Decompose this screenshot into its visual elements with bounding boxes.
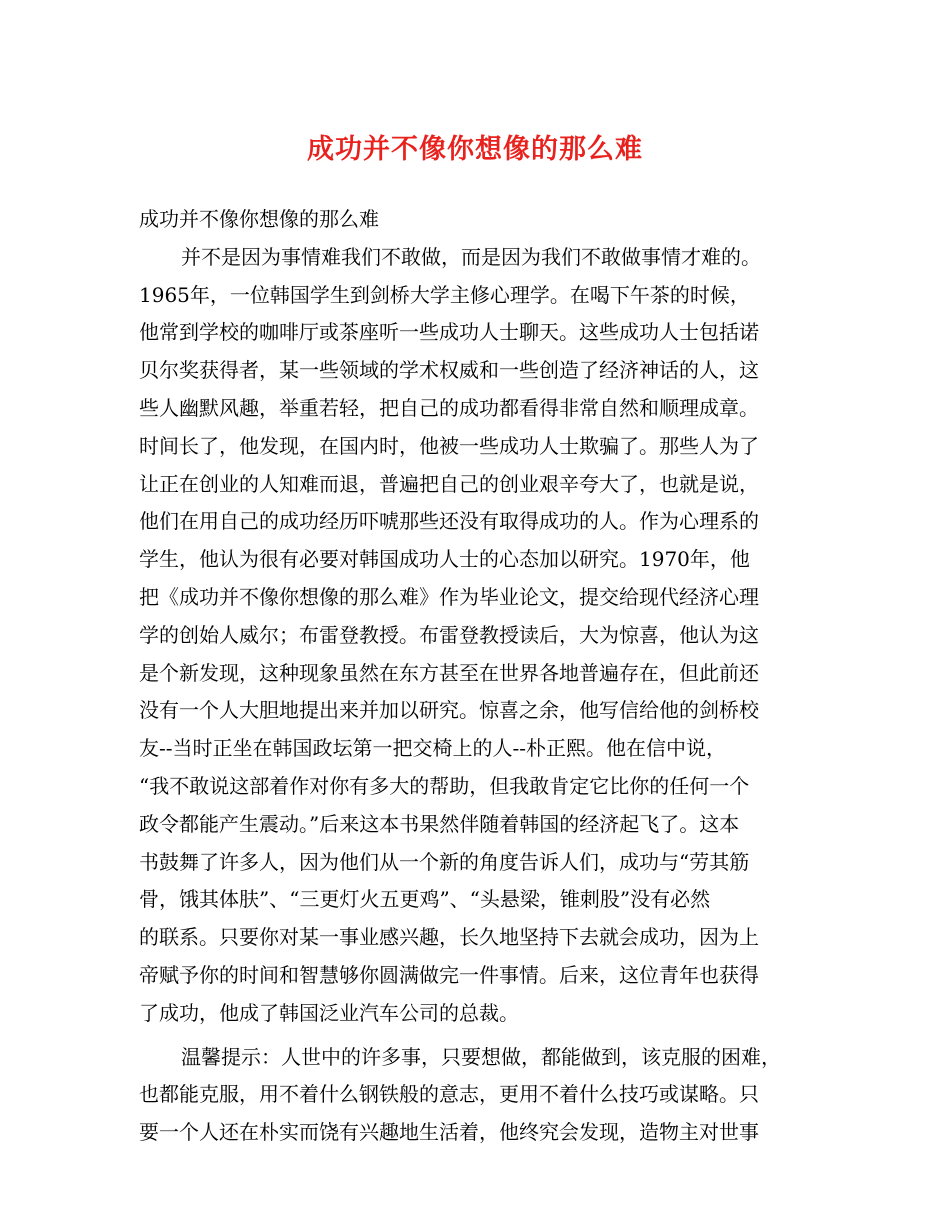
paragraph-line: 贝尔奖获得者，某一些领域的学术权威和一些创造了经济神话的人，这 (139, 358, 759, 383)
paragraph-line: 让正在创业的人知难而退，普遍把自己的创业艰辛夸大了，也就是说， (139, 471, 759, 496)
document-title: 成功并不像你想像的那么难 (307, 134, 643, 165)
paragraph-line: 了成功，他成了韩国泛业汽车公司的总裁。 (139, 1000, 519, 1025)
paragraph-line: 学生，他认为很有必要对韩国成功人士的心态加以研究。1970年，他 (139, 547, 750, 572)
paragraph-line: 并不是因为事情难我们不敢做，而是因为我们不敢做事情才难的。 (181, 244, 761, 269)
document-body (139, 201, 839, 1152)
paragraph-line: 帝赋予你的时间和智慧够你圆满做完一件事情。后来，这位青年也获得 (139, 962, 759, 987)
paragraph-1 (139, 239, 839, 1033)
paragraph-line: 书鼓舞了许多人，因为他们从一个新的角度告诉人们，成功与“劳其筋 (139, 849, 750, 874)
paragraph-line: 骨，饿其体肤”、“三更灯火五更鸡”、“头悬梁，锥刺股”没有必然 (139, 887, 711, 912)
paragraph-line: 他常到学校的咖啡厅或茶座听一些成功人士聊天。这些成功人士包括诺 (139, 320, 759, 345)
paragraph-line: 把《成功并不像你想像的那么难》作为毕业论文，提交给现代经济心理 (139, 584, 759, 609)
paragraph-line: 的联系。只要你对某一事业感兴趣，长久地坚持下去就会成功，因为上 (139, 925, 759, 950)
paragraph-line: 1965年，一位韩国学生到剑桥大学主修心理学。在喝下午茶的时候， (139, 282, 750, 307)
paragraph-line: “我不敢说这部着作对你有多大的帮助，但我敢肯定它比你的任何一个 (139, 773, 750, 798)
document-subtitle: 成功并不像你想像的那么难 (139, 207, 379, 231)
paragraph-line: 要一个人还在朴实而饶有兴趣地生活着，他终究会发现，造物主对世事 (139, 1120, 759, 1145)
paragraph-2 (139, 1039, 839, 1152)
paragraph-line: 没有一个人大胆地提出来并加以研究。惊喜之余，他写信给他的剑桥校 (139, 698, 759, 723)
paragraph-line: 些人幽默风趣，举重若轻，把自己的成功都看得非常自然和顺理成章。 (139, 395, 759, 420)
paragraph-line: 学的创始人威尔；布雷登教授。布雷登教授读后，大为惊喜，他认为这 (139, 622, 759, 647)
paragraph-line: 友--当时正坐在韩国政坛第一把交椅上的人--朴正熙。他在信中说， (139, 736, 727, 761)
paragraph-line: 他们在用自己的成功经历吓唬那些还没有取得成功的人。作为心理系的 (139, 509, 759, 534)
paragraph-line: 政令都能产生震动。”后来这本书果然伴随着韩国的经济起飞了。这本 (139, 811, 740, 836)
paragraph-line: 是个新发现，这种现象虽然在东方甚至在世界各地普遍存在，但此前还 (139, 660, 759, 685)
paragraph-line: 时间长了，他发现，在国内时，他被一些成功人士欺骗了。那些人为了 (139, 433, 759, 458)
paragraph-line: 也都能克服，用不着什么钢铁般的意志，更用不着什么技巧或谋略。只 (139, 1082, 759, 1107)
paragraph-line: 温馨提示：人世中的许多事，只要想做，都能做到，该克服的困难， (181, 1044, 781, 1069)
